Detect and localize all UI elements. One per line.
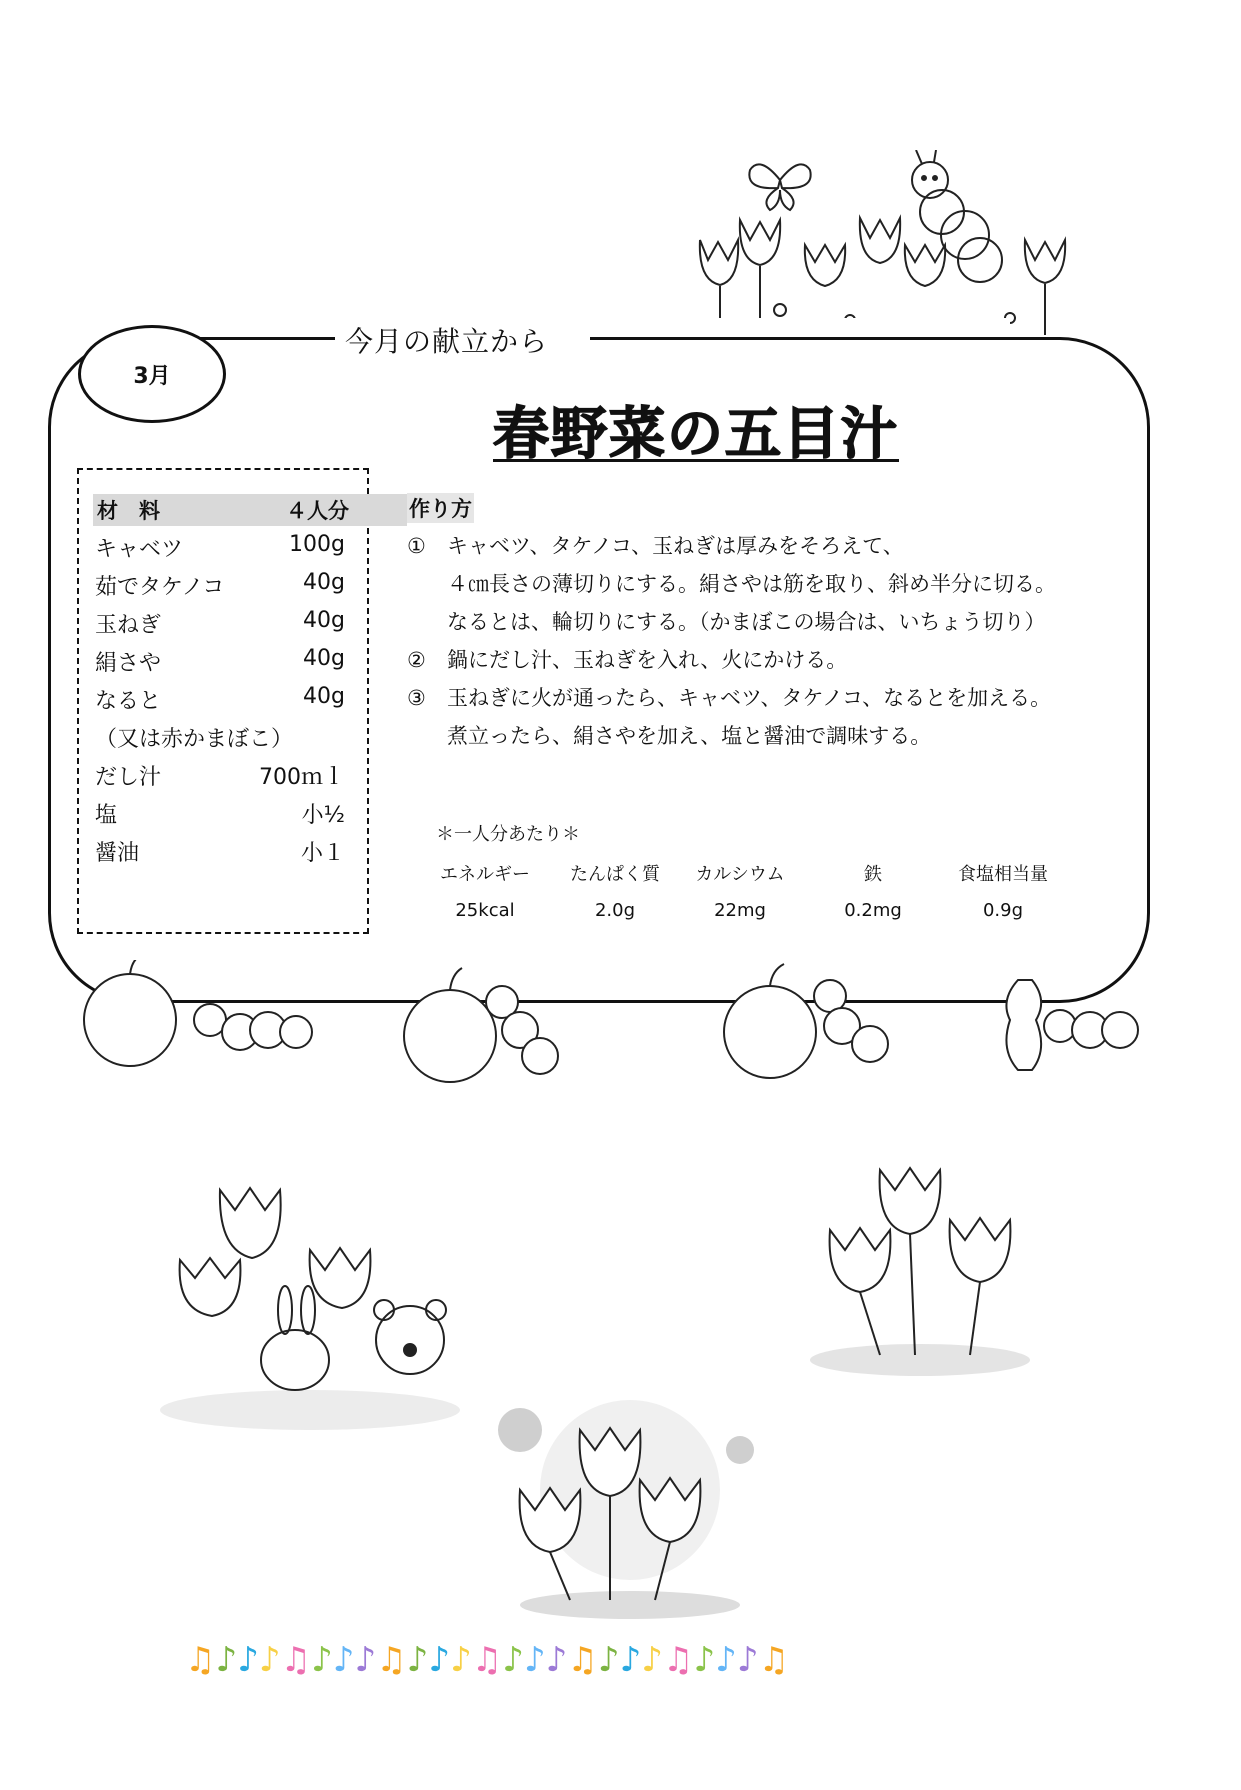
ingredient-row [95, 836, 345, 867]
header-label: 今月の献立から [345, 325, 549, 358]
music-note-icon: ♫ [185, 1640, 216, 1680]
music-note-icon: ♪ [311, 1640, 333, 1680]
tulip-icon [700, 218, 1065, 286]
step-text: キャベツ、タケノコ、玉ねぎは厚みをそろえて、 [447, 534, 904, 558]
ingredient-row [95, 646, 345, 677]
ingredient-qty: 40g [303, 646, 345, 671]
ingredient-name: 玉ねぎ [95, 613, 162, 638]
method-step [407, 530, 904, 560]
ingredient-qty: 100g [289, 532, 345, 557]
nutrition-label: たんぱく質 [570, 864, 660, 885]
ingredient-row [95, 570, 345, 601]
ingredients-header [93, 494, 407, 526]
step-number: ③ [407, 686, 426, 710]
apple-icon [404, 968, 496, 1082]
method-step [407, 682, 1051, 712]
music-note-icon: ♪ [523, 1640, 546, 1680]
step-text: なるとは、輪切りにする。（かまぼこの場合は、いちょう切り） [447, 610, 1046, 634]
step-text: ４㎝長さの薄切りにする。絹さやは筋を取り、斜め半分に切る。 [447, 572, 1056, 596]
caterpillar-icon [814, 980, 888, 1062]
smiling-tulips-illustration [490, 1400, 770, 1630]
ingredients-header-name: 材 料 [97, 499, 160, 523]
nutrition-label: エネルギー [440, 864, 530, 885]
tulip-icon [180, 1188, 371, 1316]
music-note-icon: ♫ [376, 1640, 407, 1680]
ingredient-row [95, 760, 345, 791]
apple-icon [1006, 980, 1041, 1070]
music-note-icon: ♫ [662, 1640, 694, 1680]
nutrition-label: 食塩相当量 [958, 864, 1048, 885]
ingredient-row [95, 608, 345, 639]
caterpillar-icon [194, 1004, 312, 1050]
music-note-icon: ♪ [428, 1640, 451, 1680]
ingredient-row [95, 798, 345, 829]
nutrition-label: 鉄 [864, 864, 882, 885]
nutrition-value: 25kcal [455, 900, 515, 921]
music-note-icon: ♪ [237, 1640, 259, 1680]
nutrition-value: 2.0g [594, 900, 636, 921]
music-note-icon: ♪ [406, 1640, 429, 1680]
ingredient-name: なると [95, 689, 162, 714]
music-note-icon: ♫ [280, 1640, 312, 1680]
month-label: 3月 [133, 363, 171, 389]
ingredient-name: だし汁 [95, 765, 162, 790]
apple-icon [724, 964, 816, 1078]
step-text: 煮立ったら、絹さやを加え、塩と醤油で調味する。 [447, 724, 932, 748]
ingredient-name: 絹さや [95, 651, 162, 676]
ingredient-qty: 700ｍｌ [259, 765, 345, 790]
music-note-icon: ♪ [332, 1640, 355, 1680]
music-note-icon: ♪ [545, 1640, 568, 1680]
music-note-icon: ♪ [715, 1640, 737, 1680]
step-text: 玉ねぎに火が通ったら、キャベツ、タケノコ、なるとを加える。 [447, 686, 1052, 710]
step-text: 鍋にだし汁、玉ねぎを入れ、火にかける。 [447, 648, 848, 672]
tulip-friends-illustration [140, 1170, 480, 1440]
music-note-icon: ♪ [641, 1640, 663, 1680]
tulip-trio-illustration [790, 1160, 1050, 1390]
nutrition-label: カルシウム [695, 864, 785, 885]
caterpillar-icon [912, 150, 1002, 282]
ingredient-qty: 40g [303, 570, 345, 595]
music-note-icon: ♪ [450, 1640, 472, 1680]
nutrition-value: 22mg [714, 900, 766, 921]
apple-caterpillar-row [70, 960, 1170, 1090]
ingredient-name: 塩 [95, 803, 118, 828]
music-note-icon: ♪ [502, 1640, 524, 1680]
music-note-icon: ♪ [619, 1640, 642, 1680]
caterpillar-icon [486, 986, 558, 1074]
music-note-icon: ♪ [693, 1640, 716, 1680]
music-note-icon: ♪ [215, 1640, 238, 1680]
method-step [407, 644, 847, 674]
music-note-border [185, 1640, 789, 1680]
music-note-icon: ♫ [567, 1640, 598, 1680]
ingredient-name: キャベツ [95, 537, 184, 562]
nutrition-value: 0.9g [982, 900, 1024, 921]
header-rule-left [205, 337, 335, 340]
ingredient-qty: 40g [303, 608, 345, 633]
music-note-icon: ♪ [597, 1640, 620, 1680]
top-garden-illustration [680, 150, 1100, 340]
music-note-icon: ♫ [758, 1640, 790, 1680]
tulip-icon [830, 1168, 1011, 1292]
bear-icon [374, 1300, 446, 1374]
step-number: ② [407, 648, 426, 672]
music-note-icon: ♫ [471, 1640, 503, 1680]
ingredient-name: 醤油 [95, 841, 140, 866]
header-rule-right [590, 337, 1010, 340]
method-heading: 作り方 [407, 493, 474, 523]
ingredient-qty: 40g [303, 684, 345, 709]
ingredient-row [95, 684, 345, 715]
month-badge [78, 325, 226, 423]
ingredients-header-servings: ４人分 [286, 499, 349, 523]
rabbit-icon [261, 1286, 329, 1390]
ingredient-qty: 小１ [300, 841, 345, 866]
step-number: ① [407, 534, 426, 558]
butterfly-icon [749, 164, 810, 210]
caterpillar-icon [1044, 1010, 1138, 1048]
page-title: 春野菜の五目汁 [493, 402, 899, 467]
music-note-icon: ♪ [736, 1640, 759, 1680]
apple-icon [84, 960, 176, 1066]
ingredient-name: （又は赤かまぼこ） [95, 727, 294, 752]
nutrition-value: 0.2mg [844, 900, 902, 921]
music-note-icon: ♪ [258, 1640, 281, 1680]
music-note-icon: ♪ [354, 1640, 377, 1680]
ingredient-name: 茹でタケノコ [95, 575, 225, 600]
ingredient-qty: 小½ [301, 803, 345, 828]
ingredients-box [77, 468, 369, 934]
ingredient-row [95, 532, 345, 563]
ingredient-row [95, 722, 345, 753]
nutrition-title: ＊一人分あたり＊ [436, 824, 580, 845]
